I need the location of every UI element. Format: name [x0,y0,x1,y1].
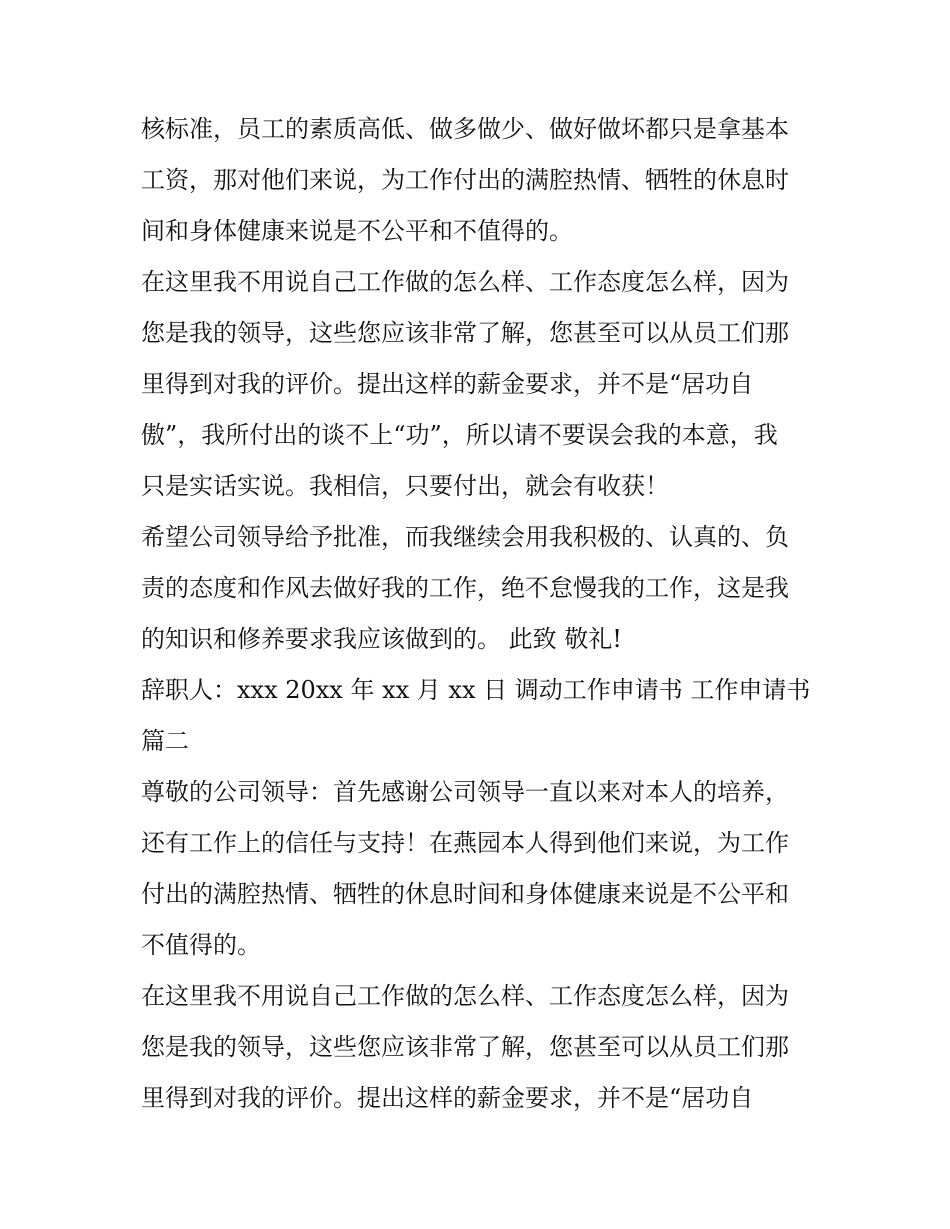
section-heading: 篇二 [141,727,189,755]
text-line: 核标准，员工的素质高低、做多做少、做好做坏都只是拿基本 [141,115,789,143]
text-line: 您是我的领导，这些您应该非常了解，您甚至可以从员工们那 [141,319,789,347]
document-body [141,104,821,1124]
text-line: 里得到对我的评价。提出这样的薪金要求，并不是“居功自 [141,370,754,398]
text-line: 工资，那对他们来说，为工作付出的满腔热情、牺牲的休息时 [141,166,789,194]
text-line: 尊敬的公司领导：首先感谢公司领导一直以来对本人的培养， [141,778,789,806]
text-line: 在这里我不用说自己工作做的怎么样、工作态度怎么样，因为 [141,982,789,1010]
text-line: 付出的满腔热情、牺牲的休息时间和身体健康来说是不公平和 [141,880,789,908]
text-line: 不值得的。 [141,931,261,959]
text-line: 责的态度和作风去做好我的工作，绝不怠慢我的工作，这是我 [141,574,789,602]
text-line: 在这里我不用说自己工作做的怎么样、工作态度怎么样，因为 [141,268,789,296]
text-line: 的知识和修养要求我应该做到的。 此致 敬礼! [141,625,622,653]
text-line: 傲”，我所付出的谈不上“功”，所以请不要误会我的本意，我 [141,421,778,449]
text-line: 里得到对我的评价。提出这样的薪金要求，并不是“居功自 [141,1084,754,1112]
text-line: 只是实话实说。我相信，只要付出，就会有收获！ [141,472,669,500]
text-line: 间和身体健康来说是不公平和不值得的。 [141,217,573,245]
text-line: 希望公司领导给予批准，而我继续会用我积极的、认真的、负 [141,523,789,551]
text-line: 还有工作上的信任与支持！在燕园本人得到他们来说，为工作 [141,829,789,857]
signature-line: 辞职人：xxx 20xx 年 xx 月 xx 日 调动工作申请书 工作申请书 [141,676,811,704]
text-line: 您是我的领导，这些您应该非常了解，您甚至可以从员工们那 [141,1033,789,1061]
